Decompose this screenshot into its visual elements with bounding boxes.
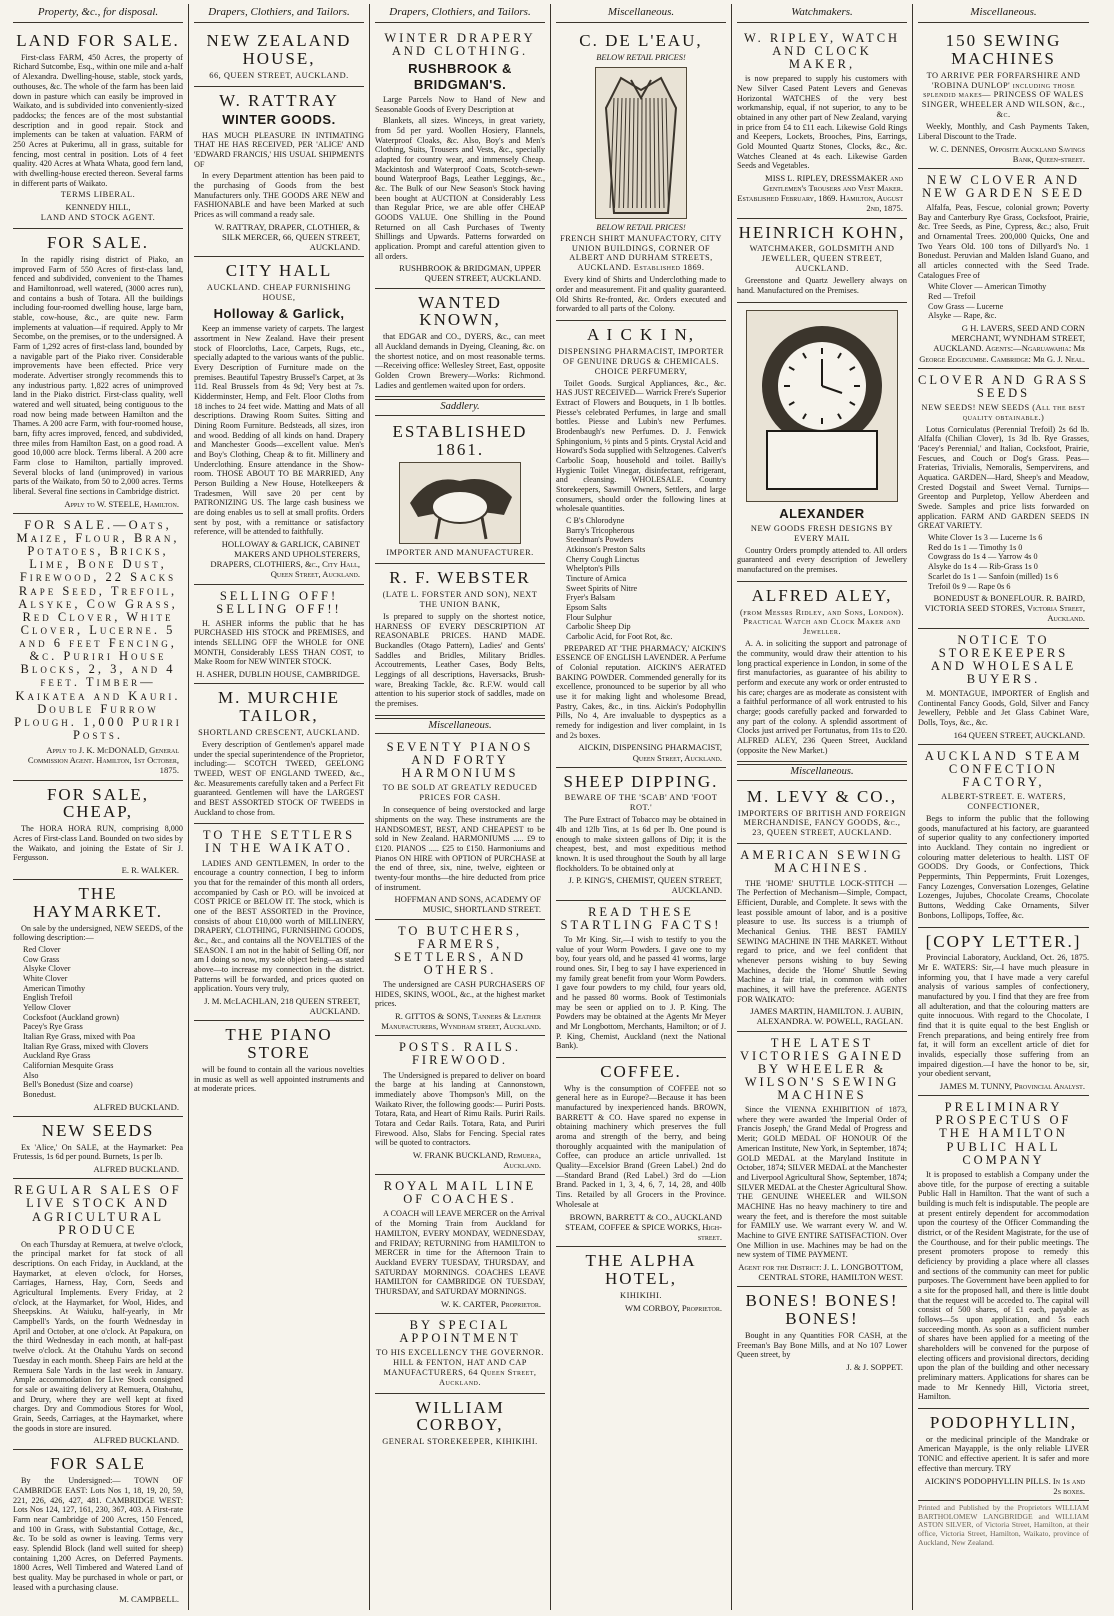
advertisement	[375, 920, 545, 1037]
list-item: Also	[23, 1070, 39, 1080]
ad-title: WANTED KNOWN,	[418, 292, 502, 330]
ad-title: THE ALPHA HOTEL,	[585, 1250, 697, 1288]
ad-title: BONES! BONES! BONES!	[745, 1291, 899, 1329]
ad-signature: RUSHBROOK & BRIDGMAN, UPPER QUEEN STREET, AUCKLAND.	[399, 263, 541, 284]
ad-body: Toilet Goods. Surgical Appliances, &c., &c. HAS JUST RECEIVED— Warrick Frere's Superior Extract of Flowers and Bouquets, in 1 lb bottles. Piesse's celebrated Perfumes, in large and small bottles. Piesse and Lubin's new Perfumes. Brodenbaugh's new Perfumes. D. J. Fenwick Sphingonium, ½ pints and 5 pints. Crystal Acid and Howard's Soda supplied with Seltzogenes. Calvert's Carbolic Soap, household and toilet. Bailly's Hygienic Toilet Vinegar, disinfectant, refrigerant, and cleansing. WHOLESALE. Country Storekeepers, Sawmill Owners, Settlers, and large consumers, should order the following lines at wholesale quantities.	[556, 378, 726, 514]
ad-signature: W. K. CARTER, Proprietor.	[441, 1298, 541, 1309]
advertisement	[194, 1021, 364, 1100]
ad-body: To Mr King. Sir,—I wish to testify to you the value of your Worm Powders. I gave one to my boy, four years old, and he passed 41 worms, large round ones. Sir, I beg to say I have experienced in my family great benefit from your Worm Powders. I gave four powders to my child, four years old, and he passed 80 worms. Book of Testimonials may be seen or applied on to J. P. King. The Powders may be obtained at the Agents Mr Meyer and Mr Longbottom, Merchants, Hamilton; or of J. P. King, Chemist, Auckland (next the National Bank).	[556, 934, 726, 1051]
ad-signature: BROWN, BARRETT & CO., AUCKLAND STEAM, COFFEE & SPICE WORKS, High-street.	[565, 1211, 722, 1242]
advertisement	[13, 229, 183, 514]
ad-signature: JAMES M. TUNNY, Provincial Analyst.	[939, 1081, 1085, 1092]
list-item: English Trefoil	[23, 993, 73, 1003]
section-heading: Miscellaneous.	[737, 764, 907, 780]
ad-title: NEW ZEALAND HOUSE,	[206, 30, 352, 68]
ad-signature: J. M. McLACHLAN, 218 QUEEN STREET, AUCKLAND.	[204, 995, 360, 1017]
agent-name: KENNEDY HILL,	[65, 202, 131, 213]
ad-title: 150 SEWING MACHINES	[945, 30, 1062, 68]
ad-title: M. LEVY & CO.,	[746, 786, 898, 806]
advertisement	[375, 736, 545, 920]
ad-title: ROYAL MAIL LINE OF COACHES.	[383, 1179, 537, 1207]
ad-title: W. RATTRAY	[219, 90, 339, 110]
advertisement	[918, 169, 1089, 369]
ad-signature: MISS L. RIPLEY, DRESSMAKER and Gentlemen's Trousers and Vest Maker. Established February, 1869. Hamilton, August 2nd, 1875.	[737, 173, 903, 214]
ad-body: Begs to inform the public that the following goods, manufactured at his factory, are guaranteed of superior quality to any confectionery imported into Auckland. They contain no ingredient or colouring matter deleterious to health. LIST OF GOODS. Dry Goods, or Confections, Thick Peppermints, Thin Peppermints, Fruit Lozenges, Fancy Lozenges, Conversation Lozenges, Gelatine Lozenges, Jujubes, Chocolate Creams, Chocolate Buttons, Wedding Cake Ornaments, Silver Bonbons, Lollipops, Toffee, &c.	[918, 814, 1089, 920]
advertisement	[556, 321, 726, 768]
advertisement	[13, 781, 183, 881]
list-item: Carbolic Acid, for Foot Rot, &c.	[566, 631, 673, 641]
ad-title: FOR SALE.	[46, 233, 150, 253]
column-2	[189, 4, 370, 1610]
ad-subtitle: BEWARE OF THE 'SCAB' AND 'FOOT ROT.'	[564, 793, 718, 813]
list-item: Alsyke do 1s 4 — Rib-Grass 1s 0	[928, 562, 1038, 572]
ad-body: HAS MUCH PLEASURE IN INTIMATING THAT HE HAS RECEIVED, PER 'ALICE' AND 'EDWARD FRANCIS,' HIS USUAL SHIPMENTS OF	[194, 130, 364, 169]
ad-signature: AICKIN, DISPENSING PHARMACIST, Queen Street, Auckland.	[578, 742, 722, 763]
ad-body-continued: PREPARED AT 'THE PHARMACY,' AICKIN'S ESSENCE OF ENGLISH LAVENDER. A Perfume of Colonial reputation. AICKIN'S AERATED BAKING POWDER. Commended generally for its excellence, pronounced to be superior by all who use it for making light and wholesome Bread, Pastry, Cakes, &c., in tins. Aickin's Podophyllin Pills, No 4, Are invaluable to dyspeptics as a remedy for indigestion and liver complaint, in 1s and 2s boxes.	[556, 643, 726, 740]
ad-title: THE PIANO STORE	[225, 1025, 333, 1063]
advertisement	[194, 824, 364, 1021]
advertisement	[737, 219, 907, 303]
ad-body: Lotus Corniculatus (Perennial Trefoil) 2s 6d lb. Alfalfa (Chilian Clover), 1s 3d lb. Rye Grasses, 'Pacey's Perennial,' and Italian, Cocksfoot, Prairie, Fescues, and Couch or Dog's Grass. Peas—Fraterias, Trivialis, Nemoralis, Sempervirens, and Aquatica. GARDEN—Hard, Sheep's and Meadow, Crested Dogstail and Sweet Vernal. Turnips—Greentop and Purpletop, Yellow Aberdeen and Swede. Samples and price lists forwarded on application. FARM AND GARDEN SEEDS IN GREAT VARIETY.	[918, 424, 1089, 531]
ad-body: The undersigned are CASH PURCHASERS OF HIDES, SKINS, WOOL, &c., at the highest market prices.	[375, 980, 545, 1009]
advertisement	[918, 27, 1089, 169]
list-item: Sweet Spirits of Nitre	[566, 583, 638, 593]
ad-body: Is prepared to supply on the shortest notice, HARNESS OF EVERY DESCRIPTION AT REASONABLE PRICES. HAND MADE. Buckandles (Otago Pattern), Ladies' and Gents' Saddles and Bridles, Military Bridles. Accoutrements, Leather Cases, Body Belts, Leggings of all descriptions, Haversacks, Brush-ware, Breaking Tackle, &c. R.F.W. would call attention to his superior stock of saddles, made on the premises.	[375, 611, 545, 708]
advertisement	[737, 582, 907, 763]
ad-title: FOR SALE, CHEAP,	[46, 784, 150, 822]
ad-signature: W. RATTRAY, DRAPER, CLOTHIER, & SILK MERCER, 66, QUEEN STREET, AUCKLAND.	[214, 221, 360, 253]
ad-title: M. MURCHIE TAILOR,	[217, 688, 340, 726]
advertisement	[375, 1314, 545, 1394]
ad-signature: BONEDUST & BONEFLOUR. R. BAIRD, VICTORIA SEED STORES, Victoria Street, Auckland.	[924, 593, 1085, 624]
ad-subtitle: SHORTLAND CRESCENT, AUCKLAND.	[198, 727, 360, 737]
ad-title: BY SPECIAL APPOINTMENT	[399, 1317, 521, 1345]
ad-body: Every kind of Shirts and Underclothing made to order and measurement. Fit and quality guaranteed. Old Shirts Re-fronted, &c. Orders executed and forwarded to all parts of the Colony.	[556, 275, 726, 314]
ad-body: Keep an immense variety of carpets. The largest assortment in New Zealand. Have their present stock of Floorcloths, Lace, Carpets, Rugs, etc., specially adapted to the various wants of the public. Every Description of Furniture made on the premises. Beautiful Tapestry Brussel's Carpet, at 3s 11d. Real Brussels from 4s 9d; Very best at 7s. Kidderminster, Hemp, and Felt. Floor Cloths from 18 inches to 24 feet wide. Matting and Mats of all descriptions. Drawing Room Suites. Sitting and Dining Room Furniture. Bedsteads, all sizes, iron and wood. Bedding of all kinds on hand. Drapery and Manchester Goods—excellent value. Men's and Boy's Clothing, Cheap & to fit. Millinery and Underclothing. Ensure attendance in the Show-room. THOSE ABOUT TO BE MARRIED, Any Person Building a New House, Hotelkeepers & Tradesmen, Will save 20 per cent by PATRONIZING US. The large cash business we are doing enables us to sell at small profits. Orders sent by post, with a remittance or satisfactory reference, will be attended to faithfully.	[194, 324, 364, 537]
ad-body: First-class FARM, 450 Acres, the property of Richard Sutcombe, Esq., within one mile and a-half of Alexandra. Dwelling-house, stable, stock yards, outhouses, &c. The whole of the farm has been laid down in pasture which can easily be improved in Waikato, and is subdivided into conveniently-sized paddocks; the fences are of the most substantial description and in good repair. Stock and implements can be taken at valuation. FARM of 250 Acres at Pukerimu, all in grass, suitable for fencing, most central in position. Lots of 4 feet quality. 420 Acres at Whata Whata, good fern land, with dwelling-house erected thereon. Several farms in different parts of Waikato.	[13, 52, 183, 188]
ad-signature: R. GITTOS & SONS, Tanners & Leather Manufacturers, Wyndham street, Auckland.	[381, 1011, 541, 1032]
advertisement	[375, 1036, 545, 1175]
ad-subtitle: GENERAL STOREKEEPER, KIHIKIHI.	[382, 1437, 538, 1447]
ad-body: It is proposed to establish a Company under the above title, for the purpose of erecting a suitable Public Hall in Hamilton. That the want of such a building is much felt is indisputable. The people are at present entirely dependent for accommodation upon the courtesy of the Officer Commanding the district, or of the Resident Magistrate, for the use of the Courthouse, and for their public meetings. The present promoters propose to remedy this deficiency by providing a place where all classes and sections of the community can meet for public purposes. The Government have been applied to for a site for the proposed hall, and there is little doubt that the request will be acceded to. The capital will consist of 500 shares, of £1 each, payable as follows—5s upon application, and 5s each succeeding month. As soon as a sufficient number of shares have been applied for a meeting of the shareholders will be convened for the purpose of electing officers and provisional directors, deciding upon the plan of the building and other necessary preliminary matters. Applications for shares can be made to Mr Kennedy Hill, Victoria street, Hamilton.	[918, 1169, 1089, 1402]
list-item: White Clover 1s 3 — Lucerne 1s 6	[928, 533, 1043, 543]
ad-title: THE LATEST VICTORIES GAINED BY WHEELER & WILSON'S SEWING MACHINES	[739, 1035, 905, 1103]
ad-body: or the medicinal principle of the Mandrake or American Mayapple, is the only reliable LIVER TONIC and effective aperient. It is safer and more effective than mercury. TRY	[918, 1434, 1089, 1473]
ad-signature: ALFRED BUCKLAND.	[93, 1435, 179, 1446]
advertisement	[737, 783, 907, 845]
column-1	[8, 4, 189, 1610]
column-4	[551, 4, 732, 1610]
ad-body: Weekly, Monthly, and Cash Payments Taken, Liberal Discount to the Trade.	[918, 122, 1089, 141]
ad-title: AMERICAN SEWING MACHINES.	[740, 848, 904, 876]
advertisement	[13, 1179, 183, 1450]
ad-body: will be found to contain all the various novelties in music as well as well appointed instruments and at moderate prices.	[194, 1064, 364, 1094]
ad-title: SHEEP DIPPING.	[563, 771, 719, 791]
ad-subtitle: IMPORTERS OF BRITISH AND FOREIGN MERCHANDISE, FANCY GOODS, &c., 23, QUEEN STREET, AUCKLAND.	[737, 808, 907, 838]
side-text-right: BELOW RETAIL PRICES!	[596, 222, 686, 232]
ad-signature: WM CORBOY, Proprietor.	[624, 1302, 722, 1313]
advertisement	[13, 1117, 183, 1179]
list-item: Cocksfoot (Auckland grown)	[23, 1012, 119, 1022]
ad-display-line: Holloway & Garlick,	[213, 305, 345, 321]
ad-body: Greenstone and Quartz Jewellery always on hand. Manufactured on the Premises.	[737, 276, 907, 295]
ad-item-list	[23, 945, 183, 1100]
ad-signature: Agent for the District: J. L. LONGBOTTOM, CENTRAL STORE, HAMILTON WEST.	[738, 1261, 903, 1283]
advertisement	[918, 1501, 1089, 1552]
list-item: Atkinson's Preston Salts	[566, 544, 646, 554]
list-item: Californian Mesquite Grass	[23, 1061, 114, 1071]
advertisement	[918, 369, 1089, 629]
watch-badge: NEW GOODS FRESH DESIGNS BY EVERY MAIL	[750, 523, 894, 543]
ad-title: TO THE SETTLERS IN THE WAIKATO.	[202, 828, 356, 856]
list-item: Red do 1s 1 — Timothy 1s 0	[928, 542, 1023, 552]
ad-body: Why is the consumption of COFFEE not so general here as in Europe?—Because it has been manufactured by inexperienced hands. BROWN, BARRETT & CO. Have spared no expense in obtaining machinery which preserves the full aroma and strength of the berry, and being thoroughly acquainted with the manipulation of Coffee, can produce an article unrivalled. 1st Quality—Excelsior Brand (Green Label.) 2nd do —Standard Brand (Red Label.) 3rd do —Lion Brand. Packed in 1, 3, 4, 6, 7, 14, 28, and 40lb Tins. Retailed by all Grocers in the Province. Wholesale at	[556, 1083, 726, 1209]
ad-subtitle: DISPENSING PHARMACIST, IMPORTER OF GENUINE DRUGS & CHEMICALS. CHOICE PERFUMERY,	[558, 346, 724, 376]
column-heading: Drapers, Clothiers, and Tailors.	[375, 4, 545, 23]
ad-title: ESTABLISHED 1861.	[392, 421, 528, 459]
advertisement	[556, 27, 726, 321]
ad-body-continued: In every Department attention has been paid to the purchasing of Goods from the best Manufacturers only. THE GOODS ARE NEW and FASHIONABLE and have been Marked at such Prices as will command a ready sale.	[194, 171, 364, 220]
side-text-left: BELOW RETAIL PRICES!	[596, 52, 686, 62]
ad-body: LADIES AND GENTLEMEN, In order to the encourage a country connection, I beg to inform you that for the remainder of this month all orders, accompanied by Cash or P.O. will be invoiced at COST PRICE or BELOW IT. The stock, which is one of the BEST ASSORTED in the Province, consists of about £10,000 worth of MILLINERY, DRAPERY, CLOTHING, FURNISHING GOODS, &c., &c., and contains all the NOVELTIES of the SEASON. I am not in the habit of Selling Off, nor am I doing so now, my sole object being—as stated above—to increase my connection in the district. Patterns will be forwarded, and prices quoted on application. Yours very truly,	[194, 858, 364, 994]
ad-signature: J. & J. SOPPET.	[846, 1361, 903, 1372]
ad-body: In consequence of being overstocked and large shipments on the way. These instruments are the HANDSOMEST, BEST, AND CHEAPEST to be sold in New Zealand. HARMONIUMS ..... £9 to £120. PIANOS ..... £25 to £150. Harmoniums and Pianos ON HIRE with OPTION of PURCHASE at the end of three, six, nine, twelve, eighteen or twenty-four months—the hire deducted from price of instrument.	[375, 805, 545, 892]
list-item: Whelpton's Pills	[566, 564, 620, 574]
advertisement	[375, 418, 545, 565]
ad-body: Large Parcels Now to Hand of New and Seasonable Goods of Every Description at	[375, 94, 545, 114]
ad-body: Alfalfa, Peas, Fescue, colonial grown; Poverty Bay and Canterbury Rye Grass, Cocksfoot, Prairie, &c. Tree Seeds, as Pine, Cypress, &c.; also, Fruit and Ornamental Trees. 200,000 Quicks, One and Two Years Old. 100 tons of Dillyard's No. 1 Bonedust. Peruvian and Malden Island Guano, and all articles connected with the Seed Trade. Catalogues Free of	[918, 203, 1089, 280]
ad-title: READ THESE STARTLING FACTS!	[560, 904, 722, 932]
ad-body: M. MONTAGUE, IMPORTER of English and Continental Fancy Goods, Gold, Silver and Fancy Jewellery, Pebble and Jet Glass Cabinet Ware, Dolls, Toys, &c., &c.	[918, 689, 1089, 728]
list-item: Italian Rye Grass, mixed with Clovers	[23, 1041, 149, 1051]
ad-title: FOR SALE.—Oats, Maize, Flour, Bran, Potatoes, Bricks, Lime, Bone Dust, Firewood, 22 Sacks Rape Seed, Trefoil, Alsyke, Cow Grass, Red Clover, White Clover, Lucerne. 5 and 6 feet Fencing, &c. Puriri House Blocks, 2, 3, and 4 feet. Timber—Kaikatea and Kauri. Double Furrow Plough. 1,000 Puriri Posts.	[14, 517, 182, 742]
advertisement	[194, 684, 364, 824]
list-item: C B's Chlorodyne	[566, 515, 625, 525]
ad-subtitle: AUCKLAND. CHEAP FURNISHING HOUSE,	[206, 283, 352, 302]
ad-signature: AICKIN'S PODOPHYLLIN PILLS. In 1s and 2s boxes.	[924, 1475, 1085, 1496]
ad-signature: E. R. WALKER.	[121, 864, 179, 875]
ad-body: Every description of Gentlemen's apparel made under the special superintendence of the Proprietor, including:— SCOTCH TWEED, GEELONG TWEED, WEST OF ENGLAND TWEED, &c., &c. Measurements carefully taken and a Perfect Fit guaranteed. Gentlemen will have the LARGEST and BEST ASSORTED STOCK OF TWEEDS in Auckland to chose from.	[194, 739, 364, 817]
ad-title: [COPY LETTER.]	[925, 931, 1082, 951]
ad-display-line: WINTER GOODS.	[222, 112, 336, 128]
ad-body: that EDGAR and CO., DYERS, &c., can meet all Auckland demands in Dyeing, Cleaning, &c. on the shortest notice, and on most reasonable terms.—Receiving office: Wellesley Street, East, opposite Golden Crown Brewery—Works: Richmond. Ladies and gentlemen waited upon for orders.	[375, 332, 545, 390]
list-item: Tincture of Arnica	[566, 573, 627, 583]
column-heading: Miscellaneous.	[918, 4, 1089, 23]
ad-subtitle: (from Messrs Ridley, and Sons, London). Practical Watch and Clock Maker and Jeweller.	[740, 607, 904, 637]
ad-item-list	[928, 533, 1089, 591]
list-item: American Timothy	[23, 983, 86, 993]
advertisement	[194, 27, 364, 87]
ad-title: HEINRICH KOHN,	[738, 222, 906, 242]
ad-title: W. RIPLEY, WATCH AND CLOCK MAKER,	[743, 30, 901, 72]
ad-signature: W. C. DENNES, Opposite Auckland Savings Bank, Queen-street.	[929, 143, 1085, 164]
ad-signature: H. ASHER, DUBLIN HOUSE, CAMBRIDGE.	[196, 669, 360, 680]
list-item: Red — Trefoil	[928, 292, 976, 302]
advertisement	[918, 1096, 1089, 1409]
list-item: Fryer's Balsam	[566, 593, 616, 603]
ad-body: The Pure Extract of Tobacco may be obtained in 4lb and 12lb Tins, at 1s 6d per lb. One pound is enough to make sixteen gallons of Dip; it is the cheapest, best, and most expeditious method known. It is used throughout the South by all large flockholders. To be obtained only at	[556, 815, 726, 873]
advertisement	[918, 629, 1089, 745]
advertisement	[556, 1247, 726, 1317]
column-heading: Drapers, Clothiers, and Tailors.	[194, 4, 364, 23]
ad-body: A. A. in soliciting the support and patronage of the community, would draw their attention to his long practical experience in London, in some of the first manufactories, as guarantee of his ability to perform and execute any work or order entrusted to his care; charges are as moderate as consistent with a faithful performance of all work entrusted to his charge; goods carefully packed and forwarded to any part of the colony. A splendid assortment of Clocks just arrived per Fortunatus, from 11s to £20. ALFRED ALEY, 236 Queen Street, Auckland (opposite the New Market.)	[737, 639, 907, 755]
list-item: Cow Grass — Lucerne	[928, 301, 1004, 311]
ad-subtitle: TO BE SOLD AT GREATLY REDUCED PRICES FOR CASH.	[382, 783, 538, 803]
ad-title: A I C K I N,	[586, 324, 696, 344]
ad-title: SEVENTY PIANOS AND FORTY HARMONIUMS	[386, 740, 534, 781]
ad-signature: HOFFMAN AND SONS, ACADEMY OF MUSIC, SHORTLAND STREET.	[394, 894, 541, 915]
list-item: Scarlet do 1s 1 — Sanfoin (milled) 1s 6	[928, 571, 1059, 581]
advertisement	[375, 1175, 545, 1313]
ad-body: In the rapidly rising district of Piako, an improved Farm of 550 Acres of first-class land, fenced and subdivided, convenient to the Thames and Hamiltonroad, well watered, (3000 acres run), and contains a bush of Totara. All the buildings including four-roomed dwelling house, large barn, stable, cow-house, &c., are quite new. Farm implements at valuation—if required. Apply to Mr Secombe, on the premises, or to the undersigned. A Farm of 1,292 acres of first-class land, bounded by a navigable part of the Piako river. Considerable improvements have been effected. Price very moderate. Advertiser strongly recommends this to any industrious party. 1,822 acres of unimproved land in the Piako district. First-class quality, well watered and well situated, being contiguous to the road now being made between Hamilton and the Thames. A 200 acre Farm, with four-roomed house, barn, fifty acres improved, fenced, and subdivided, three miles from Hamilton East, on a good road. A good 10,000 acre block. Terms liberal. A 200 acre Farm close to Hamilton, partially improved. Several blocks of land (unimproved) in various parts of the Waikato, from 50 to 2,000 acres. Terms liberal. Several fine sections in Cambridge district.	[13, 255, 183, 497]
column-5	[732, 4, 913, 1610]
list-item: Barry's Tricopherous	[566, 525, 635, 535]
section-heading: Miscellaneous.	[375, 718, 545, 734]
advertisement	[737, 1287, 907, 1376]
ad-body: The Undersigned is prepared to deliver on board the barge at his landing at Cannonstown, immediately above Thompson's Mill, on the Waikato River, the following goods:— Puriri Posts. Totara, Rata, and Heart of Rimu Rails. Puriri Rails. Totara and Cedar Rails. Totara, Rata, and Puriri Firewood. Also, Slabs for Fencing. Special rates will be quoted to contractors.	[375, 1070, 545, 1148]
advertisement	[737, 303, 907, 582]
ad-title: REGULAR SALES OF LIVE STOCK AND AGRICULTURAL PRODUCE	[14, 1183, 182, 1237]
ad-signature: HOLLOWAY & GARLICK, CABINET MAKERS AND UPHOLSTERERS, DRAPERS, CLOTHIERS, &c., City Hall, Queen Street, Auckland.	[210, 538, 360, 580]
ad-body: THE 'HOME' SHUTTLE LOCK-STITCH —The Perfection of Mechanism—Simple, Compact, Efficient, Durable, and Complete. It sews with the least possible amount of labor, and is a positive pleasure to use. Its success is a triumph of Mechanical Genius. THE BEST FAMILY SEWING MACHINE IN THE MARKET. Without regard to price, and we feel confident that whenever persons wishing to buy Sewing Machines, decide the 'Home' Shuttle Sewing Machine a fair trial, in common with other machines, it will have the preference. AGENTS FOR WAIKATO:	[737, 878, 907, 1004]
ad-body: Country Orders promptly attended to. All orders guaranteed and every description of Jewellery manufactured on the premises.	[737, 545, 907, 575]
list-item: Bell's Bonedust (Size and coarse)	[23, 1080, 133, 1090]
ad-title: AUCKLAND STEAM CONFECTION FACTORY,	[924, 748, 1083, 790]
list-item: Cherry Cough Linctus	[566, 554, 640, 564]
advertisement	[737, 1032, 907, 1288]
shirt-illustration	[595, 67, 687, 219]
list-item: Alsyke Clover	[23, 964, 71, 974]
ad-subtitle: WATCHMAKER, GOLDSMITH AND JEWELLER, QUEEN STREET, AUCKLAND.	[749, 244, 895, 274]
list-item: Alsyke — Rape, &c.	[928, 311, 997, 321]
list-item: Pacey's Rye Grass	[23, 1022, 83, 1032]
ad-title: THE HAYMARKET.	[32, 884, 164, 921]
list-item: Red Clover	[23, 945, 61, 955]
column-heading: Property, &c., for disposal.	[13, 4, 183, 23]
ad-title: WILLIAM CORBOY,	[415, 1397, 505, 1435]
ad-title: LAND FOR SALE.	[16, 30, 180, 50]
ad-title: C. DE L'EAU,	[579, 30, 703, 50]
ad-title: FOR SALE	[50, 1454, 146, 1474]
advertisement	[375, 27, 545, 289]
advertisement	[918, 928, 1089, 1097]
list-item: Yellow Clover	[23, 1003, 71, 1013]
column-3	[370, 4, 551, 1610]
ad-item-list	[928, 282, 1089, 321]
ad-signature: Apply to J. K. McDONALD, General Commission Agent. Hamilton, 1st October, 1875.	[27, 745, 179, 776]
ad-subtitle: IMPORTER AND MANUFACTURER.	[386, 548, 534, 558]
advertisement	[13, 880, 183, 1117]
ad-body: On sale by the undersigned, NEW SEEDS, of the following description:—	[13, 923, 183, 943]
ad-subtitle: (LATE L. FORSTER AND SON), NEXT THE UNION BANK,	[382, 590, 538, 610]
list-item: Cow Grass	[23, 954, 60, 964]
ad-body: Ex 'Alice,' On SALE, at the Haymarket: Pea Frutessis, 1s 6d per pound. Burnets, 1s per lb.	[13, 1142, 183, 1162]
ad-signature: ALFRED BUCKLAND.	[93, 1164, 179, 1175]
ad-title: WINTER DRAPERY AND CLOTHING.	[384, 30, 536, 59]
advertisement	[737, 27, 907, 219]
advertisement	[375, 289, 545, 398]
ad-title: NOTICE TO STOREKEEPERS AND WHOLESALE BUYERS.	[930, 632, 1077, 686]
ad-subtitle: TO ARRIVE PER FORFARSHIRE AND 'ROBINA DUNLOP' including those splendid makes— PRINCESS OF WALES SINGER, WHEELER AND WILSON, &c., &c.	[921, 70, 1086, 120]
watch-brand: ALEXANDER	[779, 505, 865, 521]
ad-signature: G H. LAVERS, SEED AND CORN MERCHANT, WYNDHAM STREET, AUCKLAND. Agents:—Ngaruawahia: Mr George Edgecumbe. Cambridge: Mr G. J. Neal.	[919, 323, 1085, 364]
ad-title: CITY HALL	[225, 261, 333, 281]
list-item: Auckland Rye Grass	[23, 1051, 91, 1061]
list-item: Carbolic Sheep Dip	[566, 622, 631, 632]
ad-body: is now prepared to supply his customers with New Silver Cased Patent Levers and Genevas Horizontal WATCHES of the very best workmanship, equal, if not superior, to any to be obtained in any other part of New Zealand, varying in price from £4 to £11 each. Likewise Gold Rings and Keepers, Lockets, Brooches, Pins, Earrings, Gold Mounted Quartz Stones, Clocks, &c., &c. Watches Cleaned at 4s each. Likewise Garden Seeds and Vegetables.	[737, 74, 907, 171]
ad-title: PODOPHYLLIN,	[929, 1412, 1078, 1432]
advertisement	[13, 1450, 183, 1608]
ad-signature: JAMES MARTIN, HAMILTON. J. AUBIN, ALEXANDRA. W. POWELL, RAGLAN.	[750, 1006, 903, 1027]
agent-role: LAND AND STOCK AGENT.	[40, 213, 156, 223]
ad-terms: TERMS LIBERAL.	[60, 190, 136, 200]
printer-imprint: Printed and Published by the Proprietors WILLIAM BARTHOLOMEW LANGBRIDGE and WILLIAM ASTON SILVER, of Victoria Street, Hamilton, at their office, Victoria Street, Hamilton, Waikato, province of Auckland, New Zealand.	[918, 1502, 1089, 1547]
ad-signature: W. FRANK BUCKLAND, Remuera, Auckland.	[412, 1149, 541, 1171]
ad-title: POSTS. RAILS. FIREWOOD.	[398, 1040, 521, 1068]
ad-subtitle: ALBERT-STREET. E. WATERS, CONFECTIONER,	[941, 792, 1066, 812]
list-item: Trefoil 0s 9 — Rape 0s 6	[928, 581, 1011, 591]
column-heading: Watchmakers.	[737, 4, 907, 23]
ad-subtitle: FRENCH SHIRT MANUFACTORY, CITY UNION BUILDINGS, CORNER OF ALBERT AND DURHAM STREETS, AUCKLAND. Established 1869.	[560, 233, 722, 273]
advertisement	[375, 1394, 545, 1453]
ad-subtitle: 66, QUEEN STREET, AUCKLAND.	[209, 70, 349, 80]
advertisement	[556, 901, 726, 1058]
advertisement	[556, 1058, 726, 1247]
ad-signature: 164 QUEEN STREET, AUCKLAND.	[953, 729, 1085, 740]
ad-subtitle: TO HIS EXCELLENCY THE GOVERNOR. HILL & FENTON, HAT AND CAP MANUFACTURERS, 64 Queen Street, Auckland.	[376, 1347, 544, 1387]
ad-signature: M. CAMPBELL.	[119, 1594, 179, 1605]
list-item: White Clover — American Timothy	[928, 282, 1047, 292]
column-heading: Miscellaneous.	[556, 4, 726, 23]
advertisement	[194, 257, 364, 584]
list-item: Steedman's Powders	[566, 535, 634, 545]
ad-title: R. F. WEBSTER	[389, 568, 531, 588]
ad-signature: J. P. KING'S, CHEMIST, QUEEN STREET, AUCKLAND.	[568, 875, 722, 896]
ad-signature: Apply to W. STEELE, Hamilton.	[64, 498, 179, 509]
ad-title: NEW SEEDS	[41, 1120, 155, 1140]
ad-body: A COACH will LEAVE MERCER on the Arrival of the Morning Train from Auckland for HAMILTON, EVERY MONDAY, WEDNESDAY, and FRIDAY; RETURNING from HAMILTON to MERCER in time for the Afternoon Train to Auckland EVERY TUESDAY, THURSDAY, and SATURDAY MORNINGS. COACHES LEAVE HAMILTON for CAMBRIDGE ON TUESDAY, THURSDAY, and SATURDAY MORNINGS.	[375, 1209, 546, 1296]
advertisement	[13, 514, 183, 781]
list-item: Flour Sulphur	[566, 612, 612, 622]
ad-body: Since the VIENNA EXHIBITION of 1873, where they were awarded 'the Imperial Order of Francis Joseph,' the Grand Medal of Progress and Merit; GOLD MEDAL OF HONOUR Of the American Institute, New York, in September, 1874; GOLD MEDAL at the Maryland Institute in October, 1874; SILVER MEDAL at the Manchester and Liverpool Agricultural Show, September, 1874; SILVER MEDAL at the Chester Agricultural Show. THE GENUINE WHEELER and WILSON MACHINE Has no heavy machinery to tire and weary the feet, and is therefore the most suitable for FAMILY use. We warrant every W. and W. Machine to GIVE ENTIRE SATISFACTION. Over One Million in use. Machines may be had on the new system of TIME PAYMENT.	[737, 1105, 907, 1260]
ad-title: SELLING OFF! SELLING OFF!!	[216, 588, 342, 616]
ad-title: CLOVER AND GRASS SEEDS	[918, 372, 1089, 400]
ad-display-line: RUSHBROOK & BRIDGMAN'S.	[408, 61, 512, 92]
ad-title: PRELIMINARY PROSPECTUS OF THE HAMILTON PUBLIC HALL COMPANY	[935, 1100, 1072, 1167]
ad-subtitle: NEW SEEDS! NEW SEEDS (All the best quality obtainable.)	[921, 402, 1086, 422]
advertisement	[918, 1409, 1089, 1501]
column-6	[913, 4, 1094, 1610]
ad-title: NEW CLOVER AND NEW GARDEN SEED	[922, 172, 1085, 200]
ad-subtitle: KIHIKIHI.	[620, 1290, 662, 1300]
list-item: Italian Rye Grass, mixed with Poa	[23, 1032, 136, 1042]
advertisement	[918, 745, 1089, 928]
ad-signature: ALFRED BUCKLAND.	[93, 1101, 179, 1112]
advertisement	[375, 564, 545, 715]
ad-title: ALFRED ALEY,	[751, 585, 893, 605]
ad-body: H. ASHER informs the public that he has PURCHASED HIS STOCK and PREMISES, and intends SELLING OFF the WHOLE for ONE MONTH, Considerably LESS THAN COST, to Make Room for NEW WINTER STOCK.	[194, 618, 364, 667]
ad-body: The HORA HORA RUN, comprising 8,000 Acres of First-class Land. Bounded on two sides by the Waikato, and joining the Estate of Sir J. Fergusson.	[13, 824, 183, 863]
watch-illustration	[746, 310, 898, 502]
advertisement	[194, 585, 364, 685]
ad-body-continued: Blankets, all sizes. Winceys, in great variety, from 5d per yard. Woollen Hosiery, Flannels, Waterproof Cloaks, &c. Also, Boy's and Men's Clothing, Suits, Trousers and Vests, &c., specially adapted for country wear, and immensely Cheap. Mackintosh and Waterproof Coats, Scotch-sewn-bound Waterproof Bags, Leather Leggings, &c., &c. The Bulk of our New Season's Stock having been bought at AUCTION at Considerably Less than Regular Price, we are able offer CHEAP GOODS VALUE. One Shilling in the Pound Returned on all Cash Purchases of Twenty Shillings and Upwards. Patterns forwarded on application. Prompt and careful attention given to all orders.	[375, 116, 545, 261]
advertisement	[737, 844, 907, 1031]
advertisement	[13, 27, 183, 229]
list-item: White Clover	[23, 974, 68, 984]
ad-body: Bought in any Quantities FOR CASH, at the Freeman's Bay Bone Mills, and at No 107 Lower Queen street, by	[737, 1330, 907, 1360]
ad-body: By the Undersigned:— TOWN OF CAMBRIDGE EAST: Lots Nos 1, 18, 19, 20, 59, 221, 226, 426, 427, 481. CAMBRIDGE WEST: Lots Nos 124, 127, 161, 230, 367, 403. A First-rate Farm near Cambridge of 200 Acres, 150 Fenced, and 100 in Grass, with Substantial Cottage, &c., &c. To be sold as owner is leaving. Terms very easy. Splendid Block (land well suited for sheep) containing 1,200 Acres, on Deferred Payments. 1800 Acres, Well Timbered and Watered Land of best quality. May be purchased in whole or part, or leased with a purchasing clause.	[13, 1476, 183, 1592]
ad-body: Provincial Laboratory, Auckland, Oct. 26, 1875. Mr E. WATERS: Sir,—I have much pleasure in informing you, that I have made a very careful analysis of various samples of confectionery, manufactured by you. I find that they are free from all adulteration, and that the colouring matters are quite innocuous. With regard to the Chocolate, I find that it is quite equal to the best English or French preparations, and being entirely free from fat, it will form an excellent article of diet for invalids, especially those suffering from an impaired digestion.—I have the honor to be, sir, your obedient servant,	[918, 953, 1089, 1079]
ad-title: COFFEE.	[600, 1061, 682, 1081]
advertisement	[556, 768, 726, 901]
ad-body: On each Thursday at Remuera, at twelve o'clock, the principal market for fat stock of all descriptions. On each Friday, in Auckland, at the Haymarket, at eleven o'clock, for Horses, Carriages, Harness, Hay, Corn, Seeds and Agricultural Implements. Every Friday, at 2 o'clock, at the Haymarket, for Wool, Hides, and Sheepskins. At Waiuku, half-yearly, in Mr Campbell's Yards, on the fourth Wednesday in April and October, at one o'clock. At Papakura, on the third Wednesday in each month, at half-past twelve o'clock. At the Otahuhu Yards on second Tuesday in each month. Sheep Fairs are held at the Remuera Sale Yards in the last week in January. Ample accommodation for Live Stock consigned for sale or awaiting delivery at Remuera, Otahuhu, and Drury, where they are well kept at fixed charges. Dry and Commodious Stores for Wool, Grain, Seeds, Carriages, at the Haymarket, where the goods in store are insured.	[13, 1239, 183, 1433]
list-item: Bonedust.	[23, 1090, 56, 1100]
list-item: Epsom Salts	[566, 602, 607, 612]
ad-title: TO BUTCHERS, FARMERS, SETTLERS, AND OTHERS.	[393, 923, 527, 977]
ad-item-list	[566, 516, 726, 642]
list-item: Cowgrass do 1s 4 — Yarrow 4s 0	[928, 552, 1038, 562]
section-heading: Saddlery.	[375, 399, 545, 415]
saddle-illustration	[399, 462, 521, 544]
advertisement	[194, 87, 364, 258]
